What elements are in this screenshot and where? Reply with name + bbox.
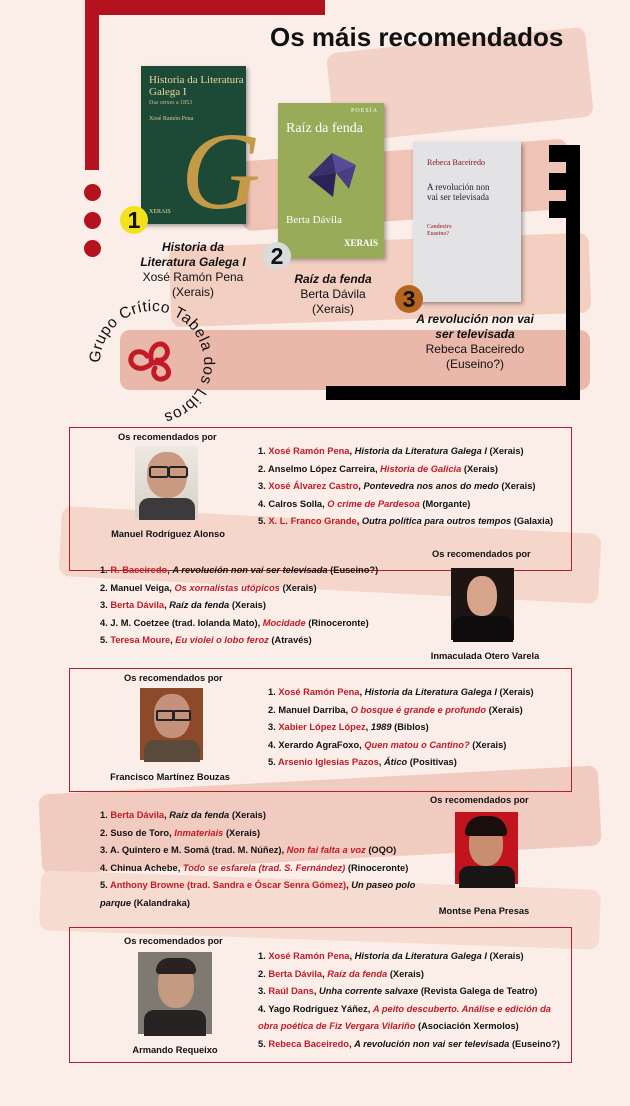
item-book: A peito descuberto. Análise e edición da obra poética de Fiz Vergara Vilariño <box>258 1003 551 1031</box>
red-dot <box>84 240 101 257</box>
item-author: Teresa Moure <box>110 635 171 645</box>
item-publisher: (Xerais) <box>231 810 266 820</box>
item-number: 2. <box>100 827 108 838</box>
item-book: Pontevedra nos anos do medo <box>363 481 499 491</box>
item-book: Raíz da fenda <box>169 600 230 610</box>
recommendation-list <box>258 948 570 1053</box>
list-item: 1. Berta Dávila, Raíz da fenda (Xerais) <box>100 810 266 820</box>
item-number: 2. <box>258 463 266 474</box>
item-number: 1. <box>100 565 108 575</box>
recommendation-list <box>100 562 378 650</box>
cover-title: A revolución non vai ser televisada <box>427 182 490 202</box>
cover-publisher: XERAIS <box>343 238 378 248</box>
list-item: 5. Anthony Browne (trad. Sandra e Óscar Senra Gómez), Un paseo polo parque (Kalandraka) <box>100 880 416 908</box>
top-pick-publisher: (Euseino?) <box>445 357 505 371</box>
item-publisher: (Morgante) <box>422 498 471 509</box>
list-item: 5. X. L. Franco Grande, Outra política para outros tempos (Galaxia) <box>258 516 554 526</box>
recommender-heading: Os recomendados por <box>432 549 531 559</box>
rank-badge-1: 1 <box>120 206 148 234</box>
top-pick-3 <box>410 312 540 372</box>
list-item: 2. Berta Dávila, Raíz da fenda (Xerais) <box>258 968 424 979</box>
item-publisher: (Revista Galega de Teatro) <box>420 986 538 996</box>
item-publisher: (Biblos) <box>394 722 429 732</box>
book-cover-historia-literatura[interactable] <box>141 66 261 232</box>
top-pick-2 <box>278 272 388 317</box>
item-publisher: (Xerais) <box>489 446 524 456</box>
top-pick-author: Xosé Ramón Pena <box>142 270 244 284</box>
cover-author: Xosé Ramón Pena <box>149 116 194 122</box>
recommendation-list <box>100 807 420 912</box>
red-frame-left <box>85 0 99 170</box>
list-item: 4. Chinua Achebe, Todo se esfarela (trad. S. Fernández) (Rinoceronte) <box>100 862 409 873</box>
rank-badge-2: 2 <box>263 242 291 270</box>
item-number: 4. <box>258 498 266 509</box>
item-number: 3. <box>258 986 266 996</box>
item-author: Arsenio Iglesias Pazos <box>278 757 379 767</box>
top-pick-title: Raíz da fenda <box>294 272 372 286</box>
item-book: Todo se esfarela <box>182 862 256 873</box>
item-author: Xosé Ramón Pena <box>278 687 360 697</box>
item-book: Os xornalistas utópicos <box>174 582 280 593</box>
cover-author: Rebeca Baceiredo <box>427 158 485 167</box>
item-book: Unha corrente salvaxe <box>319 986 419 996</box>
item-book: Ático <box>383 757 408 767</box>
item-number: 4. <box>258 1003 266 1014</box>
item-author: Chinua Achebe <box>110 862 178 873</box>
rank-badge-3: 3 <box>395 285 423 313</box>
item-book: Raíz da fenda <box>169 810 230 820</box>
list-item: 3. Berta Dávila, Raíz da fenda (Xerais) <box>100 600 266 610</box>
recommender-photo <box>138 952 212 1034</box>
item-publisher: (Xerais) <box>488 704 523 715</box>
item-number: 1. <box>258 951 266 961</box>
top-pick-1 <box>118 240 268 300</box>
item-publisher: (Asociación Xermolos) <box>418 1021 519 1031</box>
item-publisher: (Xerais) <box>499 687 534 697</box>
item-number: 5. <box>100 880 108 890</box>
item-publisher: (Xerais) <box>501 481 536 491</box>
item-number: 5. <box>258 1038 266 1049</box>
item-number: 4. <box>100 862 108 873</box>
list-item: 2. Suso de Toro, Inmateriais (Xerais) <box>100 827 261 838</box>
item-number: 5. <box>258 516 266 526</box>
item-number: 2. <box>268 704 276 715</box>
item-book-note: (trad. S. Fernández) <box>258 862 346 873</box>
item-publisher: (OQO) <box>368 845 397 855</box>
item-publisher: (Euseino?) <box>511 1038 560 1049</box>
item-book: O bosque é grande e profundo <box>350 704 487 715</box>
top-pick-author: Rebeca Baceiredo <box>425 342 525 356</box>
item-number: 1. <box>258 446 266 456</box>
item-publisher: (Rinoceronte) <box>308 617 369 628</box>
item-author: Yago Rodríguez Yáñez <box>268 1003 368 1014</box>
item-author: Xosé Álvarez Castro <box>268 481 359 491</box>
item-author: Manuel Darriba <box>278 704 346 715</box>
recommender-name: Montse Pena Presas <box>438 906 530 916</box>
recommender-name: Manuel Rodríguez Alonso <box>111 529 225 539</box>
recommender-photo <box>140 688 203 760</box>
list-item: 2. Manuel Darriba, O bosque é grande e profundo (Xerais) <box>268 704 523 715</box>
list-item: 4. Calros Solla, O crime de Pardesoa (Morgante) <box>258 498 471 509</box>
recommender-heading: Os recomendados por <box>118 432 217 442</box>
item-publisher: (Xerais) <box>489 951 524 961</box>
item-publisher: (Kalandraka) <box>133 897 190 908</box>
item-book: A revolución non vai ser televisada <box>172 565 328 575</box>
top-pick-publisher: (Xerais) <box>311 302 354 316</box>
item-publisher: (Xerais) <box>282 582 317 593</box>
item-author: Manuel Veiga <box>110 582 170 593</box>
red-dot <box>84 212 101 229</box>
item-book: Eu violei o lobo feroz <box>175 635 269 645</box>
top-pick-title: Historia da Literatura Galega I <box>140 240 246 269</box>
recommendation-list <box>268 684 534 772</box>
item-publisher: (Positivas) <box>409 757 457 767</box>
list-item: 1. Xosé Ramón Pena, Historia da Literatura Galega I (Xerais) <box>258 446 524 456</box>
item-book: Historia da Literatura Galega I <box>364 687 497 697</box>
item-publisher: (Xerais) <box>225 827 261 838</box>
item-publisher: (Xerais) <box>231 600 266 610</box>
list-item: 3. Xabier López López, 1989 (Biblos) <box>268 722 429 732</box>
item-author: Berta Dávila <box>110 810 165 820</box>
cover-subtitle: Das orixes a 1853 <box>149 100 193 106</box>
recommendation-list <box>258 443 553 531</box>
cover-series: POESÍA <box>350 108 378 114</box>
tabela-dos-libros-logo <box>85 296 219 430</box>
list-item: 5. Rebeca Baceiredo, A revolución non vai ser televisada (Euseino?) <box>258 1038 560 1049</box>
item-number: 2. <box>100 582 108 593</box>
list-item: 1. Xosé Ramón Pena, Historia da Literatura Galega I (Xerais) <box>268 687 534 697</box>
item-book: Inmateriais <box>174 827 224 838</box>
cover-author: Berta Dávila <box>286 214 342 226</box>
item-book: Mocidade <box>262 617 306 628</box>
item-book: Outra política para outros tempos <box>361 516 512 526</box>
list-item: 3. A. Quintero e M. Somá (trad. M. Núñez), Non fai falta a voz (OQO) <box>100 845 397 855</box>
item-author: Anselmo López Carreira <box>268 463 375 474</box>
item-publisher: (Xerais) <box>472 739 507 750</box>
origami-bird-icon <box>303 147 361 205</box>
item-publisher: (Xerais) <box>463 463 498 474</box>
item-book: Un paseo polo parque <box>100 880 416 908</box>
item-number: 3. <box>100 845 108 855</box>
recommender-photo <box>455 812 518 884</box>
top-pick-title: A revolución non vai ser televisada <box>416 312 534 341</box>
list-item: 5. Teresa Moure, Eu violei o lobo feroz (Através) <box>100 635 312 645</box>
list-item: 4. Xerardo AgraFoxo, Quen matou o Cantino? (Xerais) <box>268 739 507 750</box>
list-item: 4. J. M. Coetzee (trad. Iolanda Mato), Mocidade (Rinoceronte) <box>100 617 369 628</box>
item-number: 5. <box>268 757 276 767</box>
item-number: 3. <box>268 722 276 732</box>
item-author: Suso de Toro <box>110 827 170 838</box>
item-author: Xerardo AgraFoxo <box>278 739 360 750</box>
recommender-name: Francisco Martínez Bouzas <box>110 772 230 782</box>
cover-publisher: XERAIS <box>149 209 171 215</box>
page-title: Os máis recomendados <box>270 22 564 52</box>
item-publisher: (Rinoceronte) <box>347 862 409 873</box>
item-author: Calros Solla <box>268 498 323 509</box>
book-cover-raiz-da-fenda[interactable] <box>278 103 384 258</box>
item-author: Anthony Browne (trad. Sandra e Óscar Senra Gómez) <box>110 880 347 890</box>
recommender-photo <box>451 568 514 640</box>
list-item: 5. Arsenio Iglesias Pazos, Ático (Positivas) <box>268 757 457 767</box>
list-item: 1. R. Baceiredo, A revolución non vai ser televisada (Euseino?) <box>100 565 379 575</box>
item-author: Berta Dávila <box>268 968 323 979</box>
item-author: Rebeca Baceiredo <box>268 1038 349 1049</box>
item-book: O crime de Pardesoa <box>327 498 420 509</box>
recommender-heading: Os recomendados por <box>430 795 529 805</box>
item-book: 1989 <box>370 722 392 732</box>
item-book: Non fai falta a voz <box>286 845 366 855</box>
list-item: 4. Yago Rodríguez Yáñez, A peito descuberto. Análise e edición da obra poética de Fiz Vergara Vilariño (Asociación Xermolos) <box>258 1003 551 1031</box>
top-pick-author: Berta Dávila <box>300 287 366 301</box>
item-number: 1. <box>100 810 108 820</box>
item-publisher: (Através) <box>271 635 312 645</box>
item-book: Raíz da fenda <box>327 968 388 979</box>
item-number: 2. <box>258 968 266 979</box>
list-item: 2. Manuel Veiga, Os xornalistas utópicos (Xerais) <box>100 582 317 593</box>
list-item: 2. Anselmo López Carreira, Historia de Galicia (Xerais) <box>258 463 498 474</box>
recommender-photo <box>135 446 198 518</box>
cover-mark: G <box>181 110 261 232</box>
cover-publisher: Candeeiro Euseino? <box>427 224 452 237</box>
item-book: Quen matou o Cantino? <box>364 739 470 750</box>
black-square <box>549 173 566 190</box>
item-author: A. Quintero e M. Somá (trad. M. Núñez) <box>110 845 282 855</box>
recommender-heading: Os recomendados por <box>124 673 223 683</box>
recommender-name: Inmaculada Otero Varela <box>430 651 540 661</box>
item-publisher: (Euseino?) <box>330 565 379 575</box>
black-frame-bottom <box>326 386 580 400</box>
list-item: 3. Raúl Dans, Unha corrente salvaxe (Revista Galega de Teatro) <box>258 986 538 996</box>
item-author: Raúl Dans <box>268 986 314 996</box>
cover-title: Historia da Literatura Galega I <box>149 74 244 98</box>
item-author: J. M. Coetzee (trad. Iolanda Mato) <box>110 617 258 628</box>
red-dot <box>84 184 101 201</box>
item-book: Historia de Galicia <box>380 463 462 474</box>
cover-title: Raíz da fenda <box>286 121 363 136</box>
item-book: Historia da Literatura Galega I <box>354 446 487 456</box>
list-item: 1. Xosé Ramón Pena, Historia da Literatura Galega I (Xerais) <box>258 951 524 961</box>
recommender-name: Armando Requeixo <box>132 1045 218 1055</box>
black-square <box>549 201 566 218</box>
item-book: A revolución non vai ser televisada <box>354 1038 510 1049</box>
red-frame-top <box>85 0 325 15</box>
black-square <box>549 145 566 162</box>
item-number: 3. <box>100 600 108 610</box>
list-item: 3. Xosé Álvarez Castro, Pontevedra nos anos do medo (Xerais) <box>258 481 536 491</box>
item-number: 3. <box>258 481 266 491</box>
item-book: Historia da Literatura Galega I <box>354 951 487 961</box>
item-author: X. L. Franco Grande <box>268 516 357 526</box>
item-author: Berta Dávila <box>110 600 165 610</box>
item-author: R. Baceiredo <box>110 565 168 575</box>
item-author: Xosé Ramón Pena <box>268 446 350 456</box>
item-publisher: (Xerais) <box>389 968 424 979</box>
item-number: 4. <box>100 617 108 628</box>
item-number: 4. <box>268 739 276 750</box>
item-number: 5. <box>100 635 108 645</box>
item-publisher: (Galaxia) <box>513 516 554 526</box>
seal-text: Grupo Crítico Tabela dos Libros <box>86 297 218 427</box>
top-pick-publisher: (Xerais) <box>171 285 214 299</box>
item-author: Xabier López López <box>278 722 366 732</box>
item-number: 1. <box>268 687 276 697</box>
item-author: Xosé Ramón Pena <box>268 951 350 961</box>
black-frame-right <box>566 145 580 400</box>
recommender-heading: Os recomendados por <box>124 936 223 946</box>
book-cover-revolucion[interactable] <box>413 142 521 302</box>
